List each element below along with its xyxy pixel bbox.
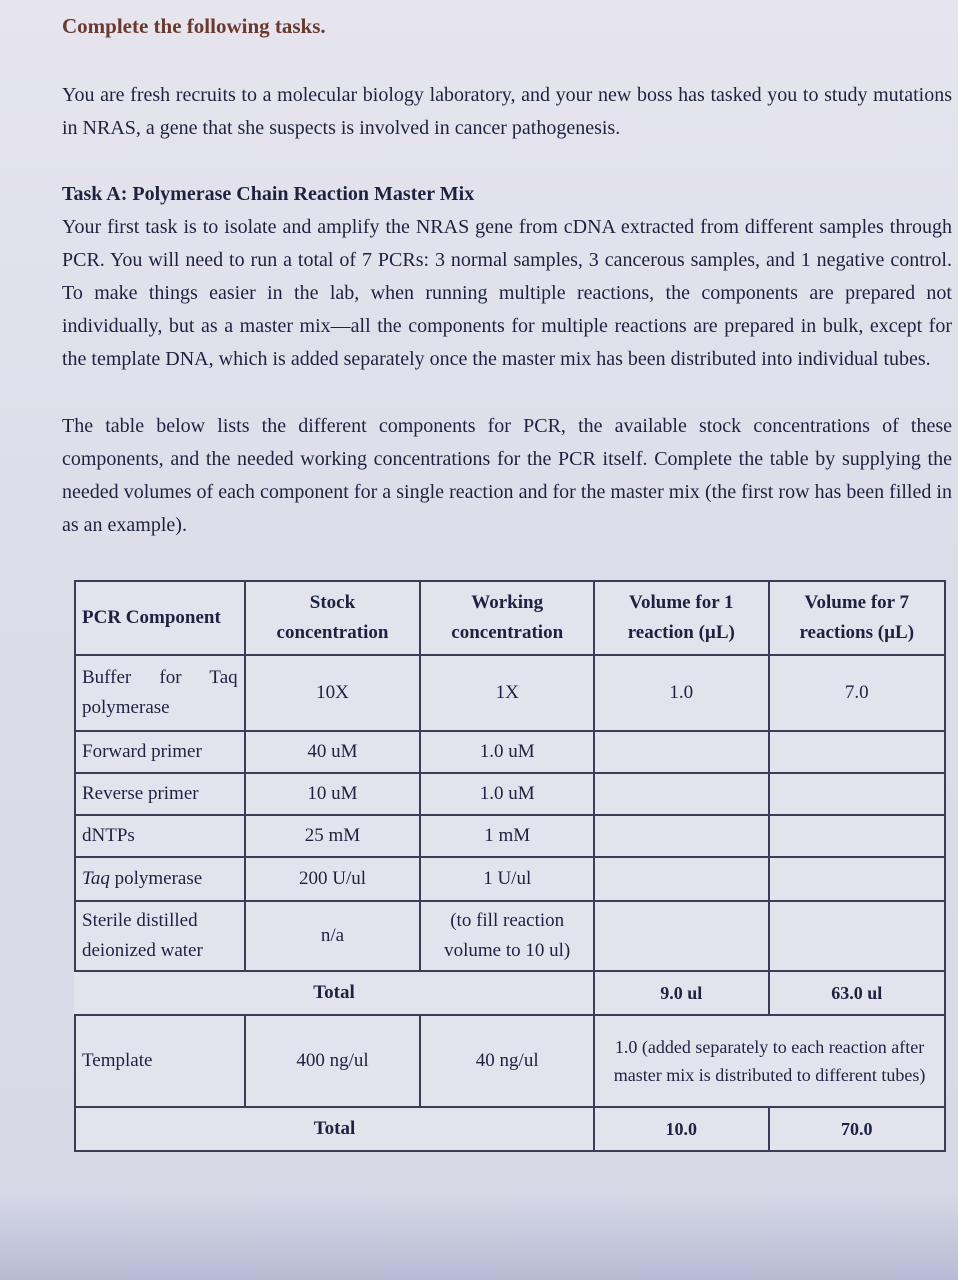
vol7-forward-primer-blank[interactable] [769, 731, 946, 773]
stock-template: 400 ng/ul [245, 1015, 421, 1107]
working-taq-polymerase: 1 U/ul [420, 857, 594, 901]
subtotal-vol1: 9.0 ul [594, 971, 768, 1015]
vol7-reverse-primer-blank[interactable] [769, 773, 946, 815]
total-row [75, 1107, 945, 1151]
vol7-taq-blank[interactable] [769, 857, 946, 901]
component-taq-polymerase [75, 857, 245, 901]
vol1-forward-primer-blank[interactable] [594, 731, 768, 773]
working-water: (to fill reaction volume to 10 ul) [420, 901, 594, 971]
vol7-water-blank[interactable] [769, 901, 946, 971]
stock-reverse-primer: 10 uM [245, 773, 421, 815]
table-intro-paragraph: The table below lists the different components for PCR, the available stock concentrations of these components, and the needed working concentrations for the PCR itself. Complete the table by supplying the needed volumes of each component for a single reaction and for the master mix (the first row has been filled in as an example). [62, 415, 952, 536]
header-volume-7-reactions: Volume for 7 reactions (µL) [769, 581, 946, 655]
table-row [75, 655, 945, 731]
vol1-water-blank[interactable] [594, 901, 768, 971]
stock-taq-polymerase: 200 U/ul [245, 857, 421, 901]
subtotal-vol7: 63.0 ul [769, 971, 946, 1015]
table-row [75, 815, 945, 857]
pcr-master-mix-table [74, 580, 946, 1152]
template-volume-note: 1.0 (added separately to each reaction after master mix is distributed to different tubes) [594, 1015, 945, 1107]
vol7-dntps-blank[interactable] [769, 815, 946, 857]
table-row [75, 773, 945, 815]
subtotal-row [75, 971, 945, 1015]
component-forward-primer: Forward primer [75, 731, 245, 773]
subtotal-label: Total [75, 971, 594, 1015]
table-header-row [75, 581, 945, 655]
component-reverse-primer: Reverse primer [75, 773, 245, 815]
taq-italic: Taq [82, 868, 110, 889]
header-stock-concentration: Stock concentration [245, 581, 421, 655]
working-reverse-primer: 1.0 uM [420, 773, 594, 815]
header-volume-1-reaction: Volume for 1 reaction (µL) [594, 581, 768, 655]
working-dntps: 1 mM [420, 815, 594, 857]
stock-dntps: 25 mM [245, 815, 421, 857]
total-vol1: 10.0 [594, 1107, 768, 1151]
component-template: Template [75, 1015, 245, 1107]
stock-buffer: 10X [245, 655, 421, 731]
vol1-reverse-primer-blank[interactable] [594, 773, 768, 815]
header-working-concentration: Working concentration [420, 581, 594, 655]
total-label: Total [75, 1107, 594, 1151]
component-dntps: dNTPs [75, 815, 245, 857]
header-pcr-component: PCR Component [75, 581, 245, 655]
table-row [75, 901, 945, 971]
component-buffer: Buffer for Taq polymerase [75, 655, 245, 731]
total-vol7: 70.0 [769, 1107, 946, 1151]
vol1-taq-blank[interactable] [594, 857, 768, 901]
table-row [75, 857, 945, 901]
page-heading: Complete the following tasks. [62, 14, 326, 38]
working-template: 40 ng/ul [420, 1015, 594, 1107]
working-forward-primer: 1.0 uM [420, 731, 594, 773]
template-row [75, 1015, 945, 1107]
task-a-body: Your first task is to isolate and amplify the NRAS gene from cDNA extracted from different samples through PCR. You will need to run a total of 7 PCRs: 3 normal samples, 3 cancerous samples, and 1 negative control. To make things easier in the lab, when running multiple reactions, the components are prepared not individually, but as a master mix—all the components for multiple reactions are prepared in bulk, except for the template DNA, which is added separately once the master mix has been distributed into individual tubes. [62, 216, 952, 370]
working-buffer: 1X [420, 655, 594, 731]
vol1-buffer: 1.0 [594, 655, 768, 731]
stock-forward-primer: 40 uM [245, 731, 421, 773]
vol1-dntps-blank[interactable] [594, 815, 768, 857]
table-row [75, 731, 945, 773]
stock-water: n/a [245, 901, 421, 971]
vol7-buffer: 7.0 [769, 655, 946, 731]
component-water: Sterile distilled deionized water [75, 901, 245, 971]
task-a-title: Task A: Polymerase Chain Reaction Master Mix [62, 183, 475, 205]
intro-paragraph: You are fresh recruits to a molecular biology laboratory, and your new boss has tasked you to study mutations in NRAS, a gene that she suspects is involved in cancer pathogenesis. [62, 84, 952, 139]
taq-rest: polymerase [109, 868, 203, 889]
